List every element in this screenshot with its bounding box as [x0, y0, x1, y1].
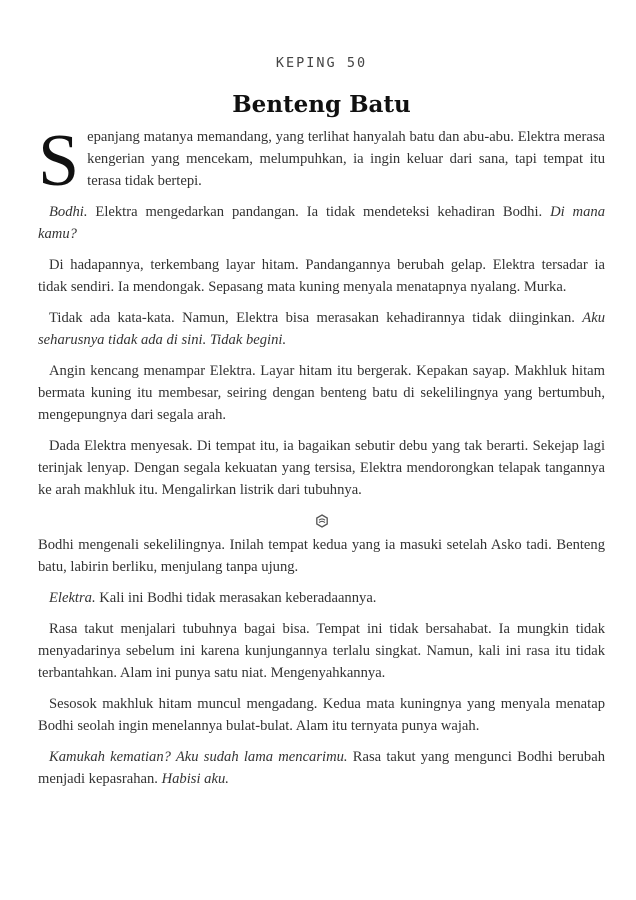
section-break-ornament-icon — [315, 514, 329, 528]
section-break — [38, 510, 605, 530]
paragraph-text: Bodhi mengenali sekelilingnya. Inilah tempat kedua yang ia masuki setelah Asko tadi. Benteng batu, labirin berliku, menjulang tanpa ujung. — [38, 537, 605, 575]
paragraph-11 — [38, 746, 605, 790]
italic-thought: Aku seharusnya tidak ada di sini. Tidak begini. — [38, 310, 605, 348]
paragraph-9 — [38, 618, 605, 684]
italic-thought: Habisi aku. — [161, 771, 229, 787]
italic-thought: Bodhi. — [49, 204, 88, 220]
paragraph-text: Tidak ada kata-kata. Namun, Elektra bisa merasakan kehadirannya tidak diinginkan. — [49, 310, 583, 326]
paragraph-text: Rasa takut yang mengunci Bodhi berubah menjadi kepasrahan. — [38, 749, 605, 787]
paragraph-6 — [38, 435, 605, 501]
paragraph-2 — [38, 201, 605, 245]
paragraph-text: Di hadapannya, terkembang layar hitam. Pandangannya berubah gelap. Elektra tersadar ia tidak sendiri. Ia mendongak. Sepasang mata kuning menyala menatapnya nyalang. Murka. — [38, 257, 605, 295]
paragraph-8 — [38, 587, 605, 609]
paragraph-5 — [38, 360, 605, 426]
paragraph-10 — [38, 693, 605, 737]
paragraph-text: Elektra mengedarkan pandangan. Ia tidak mendeteksi kehadiran Bodhi. — [87, 204, 551, 220]
chapter-label: KEPING 50 — [275, 55, 368, 71]
paragraph-text: Angin kencang menampar Elektra. Layar hitam itu bergerak. Kepakan sayap. Makhluk hitam bermata kuning itu membesar, seiring dengan benteng batu di sekelilingnya yang bertumbuh, mengepungnya dari segala arah. — [38, 363, 605, 423]
paragraph-text: Rasa takut menjalari tubuhnya bagai bisa. Tempat ini tidak bersahabat. Ia mungkin tidak menyadarinya sebelum ini karena kunjungannya terlalu singkat. Namun, kali ini rasa itu tidak terbantahkan. Alam ini punya satu niat. Mengenyahkannya. — [38, 621, 605, 681]
paragraph-text: Kali ini Bodhi tidak merasakan keberadaannya. — [95, 590, 377, 606]
drop-cap: S — [38, 120, 80, 202]
italic-thought: Di mana kamu? — [38, 204, 605, 242]
italic-thought: Elektra. — [49, 590, 96, 606]
paragraph-text: epanjang matanya memandang, yang terlihat hanyalah batu dan abu-abu. Elektra merasa kengerian yang mencekam, melumpuhkan, ia ingin keluar dari sana, tapi tempat itu terasa tidak bertepi. — [87, 129, 605, 189]
italic-thought: Kamukah kematian? Aku sudah lama mencarimu. — [49, 749, 348, 765]
book-page — [38, 52, 605, 799]
paragraph-text: Dada Elektra menyesak. Di tempat itu, ia bagaikan sebutir debu yang tak berarti. Sekejap lagi terinjak lenyap. Dengan segala kekuatan yang tersisa, Elektra mendorongkan telapak tangannya ke arah makhluk itu. Mengalirkan listrik dari tubuhnya. — [38, 438, 605, 498]
paragraph-4 — [38, 307, 605, 351]
paragraph-3 — [38, 254, 605, 298]
paragraph-1 — [38, 120, 605, 202]
chapter-title: Benteng Batu — [232, 91, 411, 118]
paragraph-text: Sesosok makhluk hitam muncul mengadang. Kedua mata kuningnya yang menyala menatap Bodhi seolah ingin menelannya bulat-bulat. Alam itu ternyata punya wajah. — [38, 696, 605, 734]
paragraph-7 — [38, 534, 605, 578]
